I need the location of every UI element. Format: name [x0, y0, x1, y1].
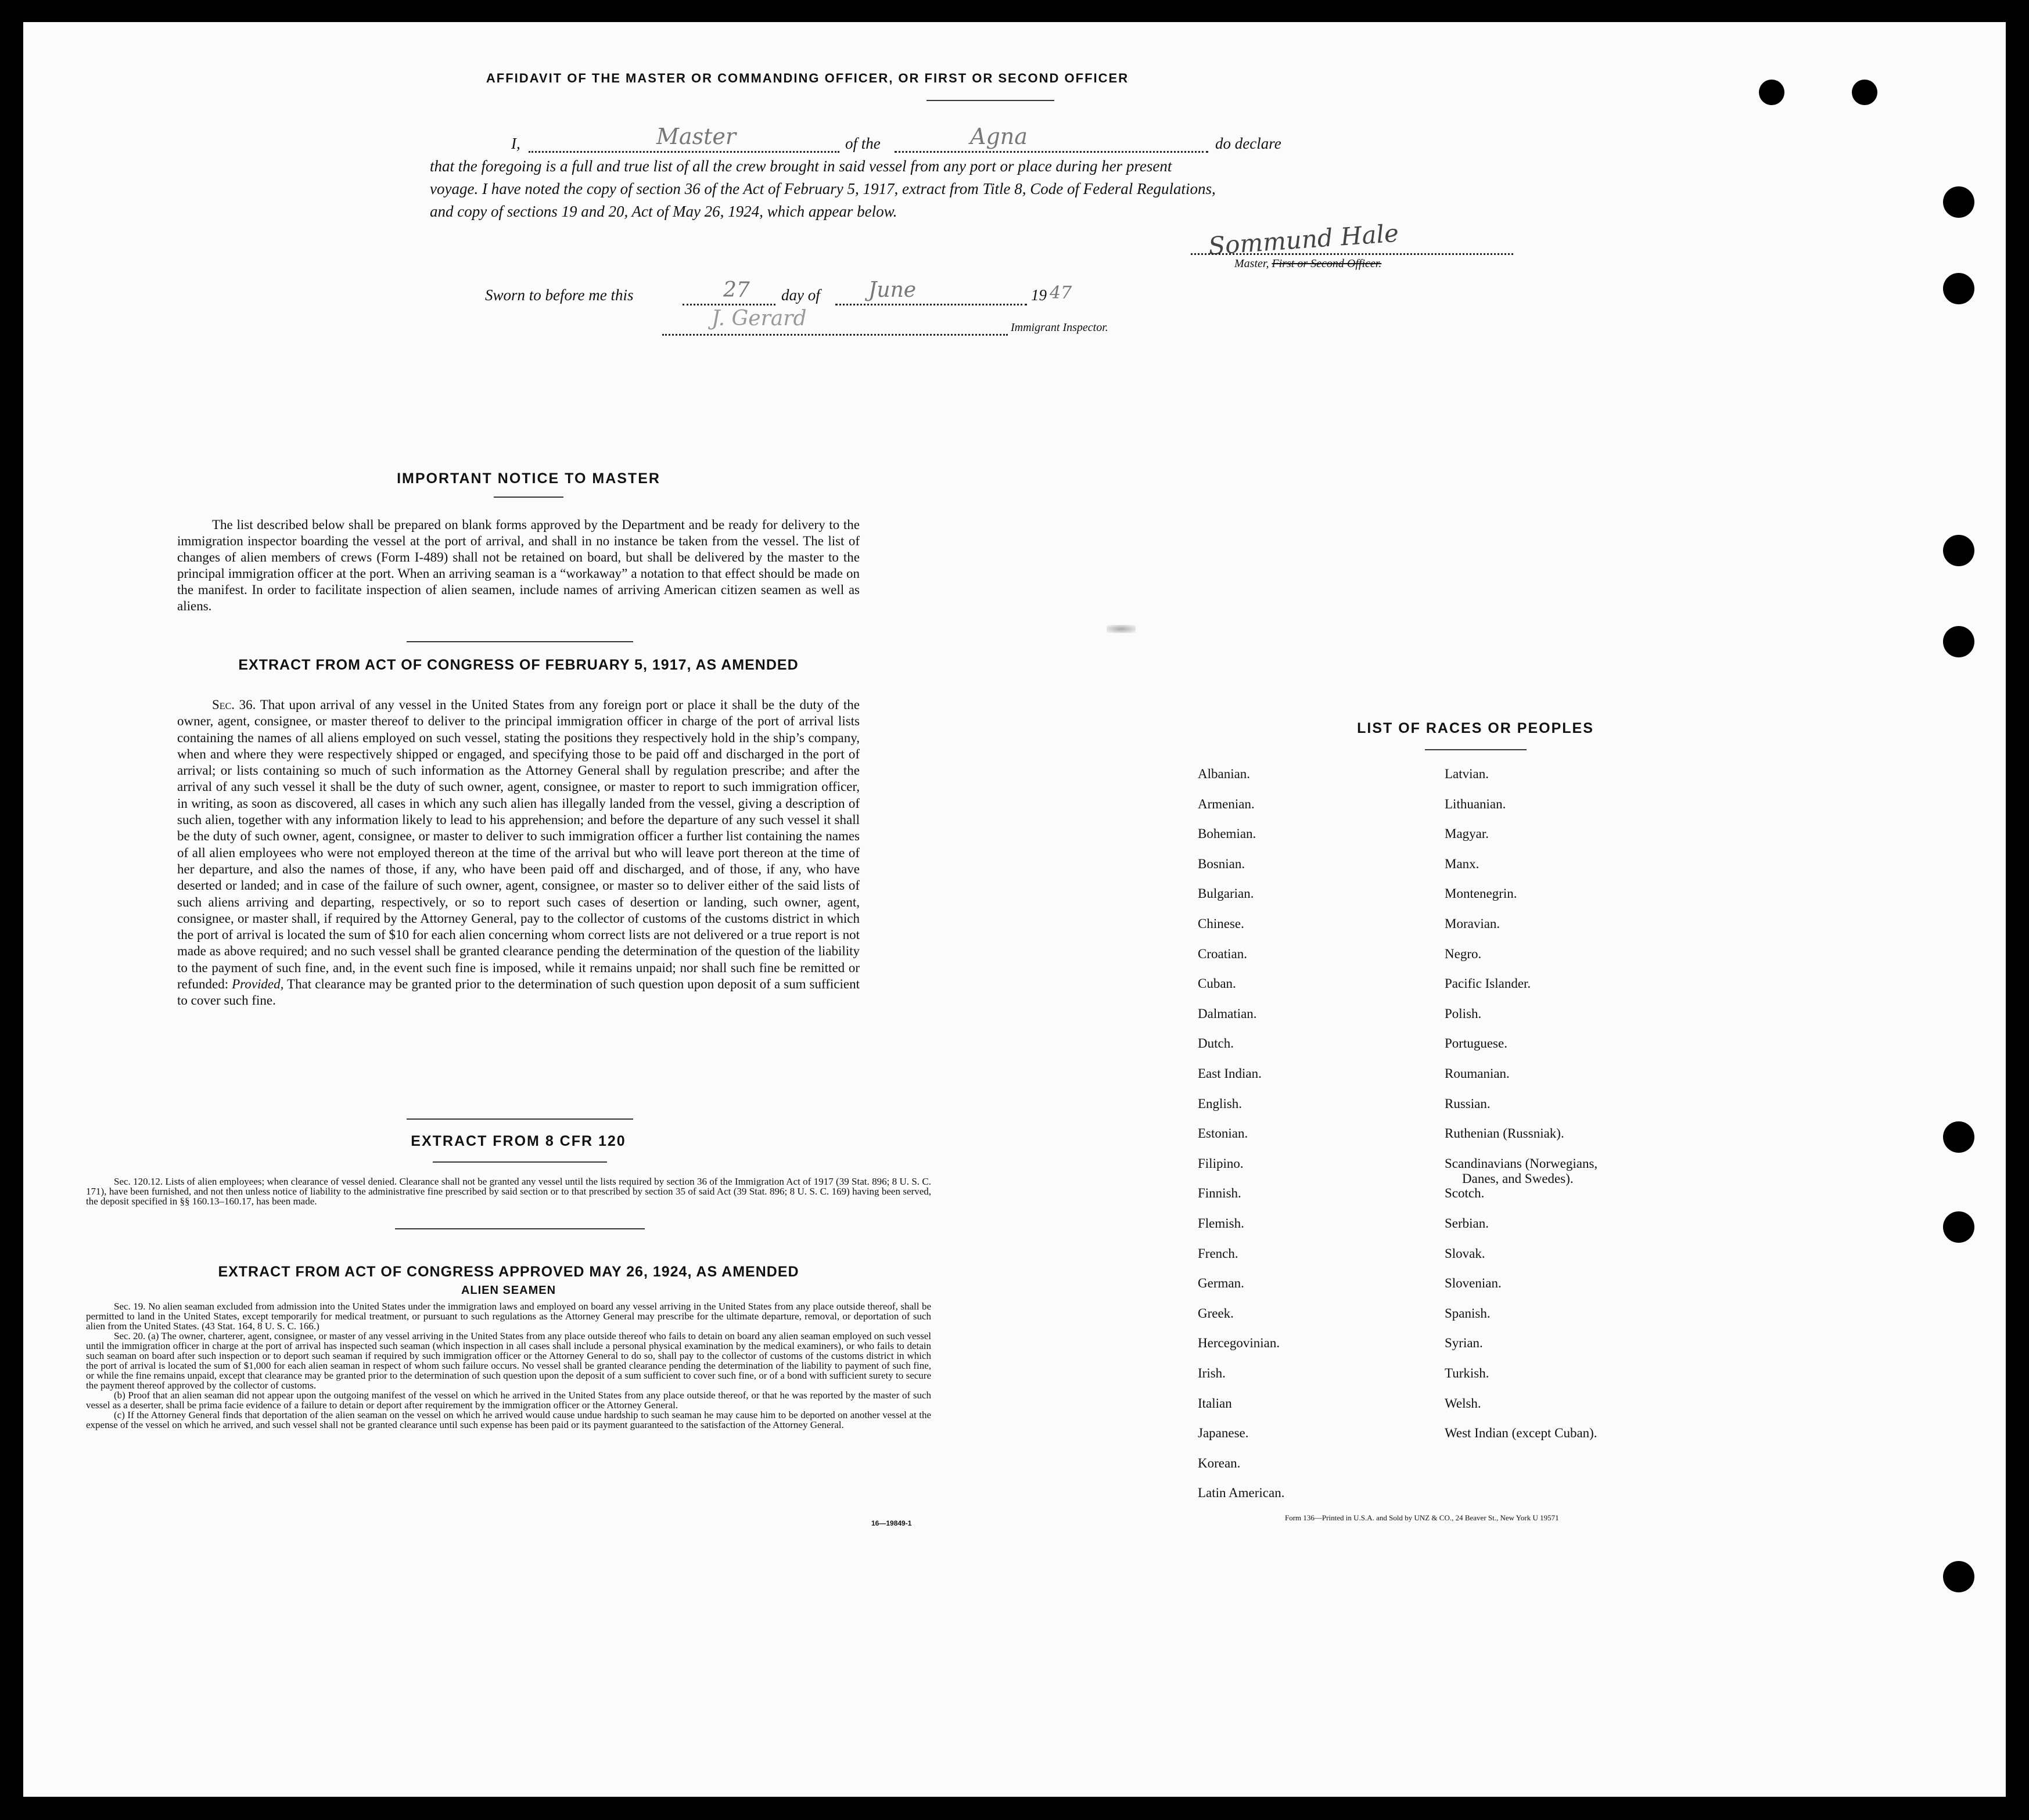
affidavit-declaration: [430, 124, 1551, 223]
sec-36-label: Sec. 36.: [212, 697, 256, 712]
affidavit-line-3: voyage. I have noted the copy of section 36 of the Act of February 5, 1917, extract from Title 8, Code of Federal Regulations,: [430, 180, 1216, 197]
punch-hole: [1943, 1121, 1974, 1153]
affidavit-title: AFFIDAVIT OF THE MASTER OR COMMANDING OFFICER, OR FIRST OR SECOND OFFICER: [486, 71, 1129, 85]
extract-1924-title: EXTRACT FROM ACT OF CONGRESS APPROVED MAY 26, 1924, AS AMENDED: [218, 1264, 799, 1280]
race-item: Flemish.: [1198, 1216, 1244, 1231]
race-item: Korean.: [1198, 1456, 1241, 1470]
punch-hole: [1943, 1561, 1974, 1592]
race-item: Croatian.: [1198, 947, 1247, 961]
notice-title: IMPORTANT NOTICE TO MASTER: [397, 470, 660, 487]
written-vessel-name: Agna: [970, 124, 1028, 149]
punch-hole: [1943, 273, 1974, 304]
race-item: Lithuanian.: [1445, 797, 1506, 811]
written-day: 27: [723, 278, 750, 302]
year-prefix: 19: [1031, 286, 1047, 304]
race-item: Danes, and Swedes).: [1462, 1171, 1574, 1186]
race-item: Cuban.: [1198, 976, 1236, 991]
proviso-label: Provided,: [232, 977, 284, 992]
smudge-mark: [1107, 625, 1136, 633]
race-item: Albanian.: [1198, 767, 1251, 781]
form-printer-note: Form 136—Printed in U.S.A. and Sold by UNZ & CO., 24 Beaver St., New York U 19571: [1285, 1513, 1559, 1522]
punch-hole: [1943, 626, 1974, 657]
race-item: Welsh.: [1445, 1396, 1481, 1411]
form-code: 16—19849-1: [871, 1519, 912, 1527]
race-item: Armenian.: [1198, 797, 1255, 811]
race-item: Portuguese.: [1445, 1036, 1507, 1051]
cfr-title: EXTRACT FROM 8 CFR 120: [411, 1133, 626, 1149]
punch-hole: [1943, 535, 1974, 566]
sec-19-text: Sec. 19. No alien seaman excluded from admission into the United States under the immigration laws and employed on board any vessel arriving in the United States from any place outside thereof, shall be permitted to land in the United States, except temporarily for medical treatment, or pursuant to such regulations as the Attorney General may prescribe for the ultimate departure, removal, or deportation of such alien from the United States. (43 Stat. 164, 8 U. S. C. 166.): [86, 1301, 931, 1332]
sworn-label: Sworn to before me this: [485, 286, 634, 304]
cfr-body: [86, 1177, 931, 1206]
notice-paragraph: The list described below shall be prepared on blank forms approved by the Department and be ready for delivery to the immigration inspector boarding the vessel at the port of arrival, and shall in no instance be taken from the vessel. The list of changes of alien members of crews (Form I-489) shall not be retained on board, but shall be delivered by the master to the principal immigration officer at the port. When an arriving seaman is a “workaway” a notation to that effect should be made on the manifest. In order to facilitate inspection of alien seamen, include names of arriving American citizen seamen as well as aliens.: [177, 517, 860, 613]
document-page: [23, 22, 2006, 1797]
inspector-caption: Immigrant Inspector.: [1011, 321, 1108, 334]
race-item: East Indian.: [1198, 1066, 1262, 1081]
punch-hole: [1943, 1211, 1974, 1243]
race-item: Syrian.: [1445, 1336, 1483, 1350]
race-item: Russian.: [1445, 1096, 1491, 1111]
race-item: Manx.: [1445, 857, 1479, 871]
race-item: Scandinavians (Norwegians,: [1445, 1156, 1598, 1171]
signature-caption-struck: First or Second Officer.: [1272, 257, 1382, 270]
race-item: Slovak.: [1445, 1246, 1485, 1261]
proviso-text: That clearance may be granted prior to the determination of such question upon deposit of a sum sufficient to cover such fine.: [177, 977, 860, 1008]
cfr-paragraph: Sec. 120.12. Lists of alien employees; when clearance of vessel denied. Clearance shall not be granted any vessel until the lists required by section 36 of the Immigration Act of 1917 (39 Stat. 896; 8 U. S. C. 171), have been furnished, and not then unless notice of liability to the administrative fine prescribed by said section or to that prescribed by section 35 of said Act (39 Stat. 896; 8 U. S. C. 169) having been served, the deposit specified in §§ 160.13–160.17, has been made.: [86, 1176, 931, 1207]
race-item: Pacific Islander.: [1445, 976, 1531, 991]
inspector-signature: J. Gerard: [712, 307, 807, 330]
race-item: English.: [1198, 1096, 1242, 1111]
race-item: Irish.: [1198, 1366, 1226, 1380]
race-item: Italian: [1198, 1396, 1232, 1411]
race-item: Magyar.: [1445, 826, 1489, 841]
race-item: Ruthenian (Russniak).: [1445, 1126, 1564, 1141]
race-item: Japanese.: [1198, 1426, 1249, 1440]
extract-1924-body: [86, 1301, 931, 1430]
race-item: Dutch.: [1198, 1036, 1234, 1051]
signature-caption: [1234, 257, 1381, 271]
punch-hole: [1943, 186, 1974, 218]
race-item: Montenegrin.: [1445, 886, 1517, 901]
affidavit-do-declare: do declare: [1215, 135, 1281, 152]
races-title: LIST OF RACES OR PEOPLES: [1357, 720, 1594, 736]
race-item: Serbian.: [1445, 1216, 1489, 1231]
race-item: Chinese.: [1198, 916, 1244, 931]
race-item: Slovenian.: [1445, 1276, 1502, 1290]
race-item: Greek.: [1198, 1306, 1234, 1321]
race-item: Negro.: [1445, 947, 1482, 961]
race-item: West Indian (except Cuban).: [1445, 1426, 1597, 1440]
sec-20c-text: (c) If the Attorney General finds that deportation of the alien seaman on the vessel on which he arrived would cause undue hardship to such seaman he may cause him to be deported on another vessel at the expense of the vessel on which he arrived, and such vessel shall not be granted clearance until such expense has been paid or its payment guaranteed to the satisfaction of the Attorney General.: [86, 1409, 931, 1430]
punch-hole: [1759, 80, 1784, 105]
race-item: Filipino.: [1198, 1156, 1244, 1171]
race-item: French.: [1198, 1246, 1238, 1261]
sworn-line: [485, 278, 1240, 312]
race-item: Latin American.: [1198, 1486, 1285, 1500]
race-item: Moravian.: [1445, 916, 1500, 931]
day-of-label: day of: [781, 286, 820, 304]
race-item: Polish.: [1445, 1006, 1482, 1021]
race-item: Roumanian.: [1445, 1066, 1510, 1081]
written-year: 47: [1050, 283, 1072, 303]
master-signature: Sommund Hale: [1207, 218, 1400, 261]
extract-1917-body: [177, 697, 860, 1009]
written-name: Master: [656, 124, 736, 149]
affidavit-line-2: that the foregoing is a full and true list of all the crew brought in said vessel from any port or place during her present: [430, 157, 1172, 175]
notice-body: [177, 517, 860, 614]
race-item: Bohemian.: [1198, 826, 1256, 841]
sec-20b-text: (b) Proof that an alien seaman did not appear upon the outgoing manifest of the vessel on which he arrived in the United States from any place outside thereof, or that he was reported by the master of such vessel as a deserter, shall be prima facie evidence of a failure to detain or deport after requirement by the immigration officer or the Attorney General.: [86, 1390, 931, 1411]
punch-hole: [1852, 80, 1877, 105]
affidavit-of-the-label: of the: [845, 135, 881, 152]
race-item: Bulgarian.: [1198, 886, 1254, 901]
race-item: Spanish.: [1445, 1306, 1491, 1321]
extract-1917-title: EXTRACT FROM ACT OF CONGRESS OF FEBRUARY 5, 1917, AS AMENDED: [238, 657, 799, 673]
race-item: Dalmatian.: [1198, 1006, 1257, 1021]
affidavit-line-4: and copy of sections 19 and 20, Act of May 26, 1924, which appear below.: [430, 203, 897, 220]
race-item: Estonian.: [1198, 1126, 1248, 1141]
signature-caption-master: Master,: [1234, 257, 1269, 270]
written-month: June: [868, 278, 917, 302]
race-item: Hercegovinian.: [1198, 1336, 1280, 1350]
affidavit-i-label: I,: [511, 135, 520, 152]
sec-20a-text: Sec. 20. (a) The owner, charterer, agent, consignee, or master of any vessel arriving in the United States from any place outside thereof who fails to detain on board any alien seaman employed on such vessel until the immigration officer in charge at the port of arrival has inspected such seaman (which inspection in all cases shall include a personal physical examination by the medical examiners), or who fails to detain such seaman on board after such inspection or to deport such seaman if required by such immigration officer or the Attorney General to do so, shall pay to the collector of customs of the customs district in which the port of arrival is located the sum of $1,000 for each alien seaman in respect of whom such failure occurs. No vessel shall be granted clearance pending the determination of the liability to payment of such fine, or while the fine remains unpaid, except that clearance may be granted prior to the determination of such question upon the deposit of a sum sufficient to cover such fine, or of a bond with sufficient surety to secure the payment thereof approved by the collector of customs.: [86, 1330, 931, 1391]
extract-1924-subtitle: ALIEN SEAMEN: [461, 1284, 556, 1297]
race-item: German.: [1198, 1276, 1244, 1290]
race-item: Finnish.: [1198, 1186, 1241, 1200]
race-item: Turkish.: [1445, 1366, 1489, 1380]
sec-36-text: That upon arrival of any vessel in the United States from any foreign port or place it shall be the duty of the owner, agent, consignee, or master thereof to deliver to the principal immigration officer in charge of the port of arrival lists containing the names of all aliens employed on such vessel, stating the positions they respectively hold in the ship’s company, when and where they were respectively shipped or engaged, and specifying those to be paid off and discharged in the port of arrival; or lists containing so much of such information as the Attorney General shall by regulation prescribe; and after the arrival of any such vessel it shall be the duty of such owner, agent, consignee, or master to report to such immigration officer, in writing, as soon as discovered, all cases in which any such alien has illegally landed from the vessel, giving a description of such alien, together with any information likely to lead to his apprehension; and before the departure of any such vessel it shall be the duty of such owner, agent, consignee, or master to deliver to such immigration officer a further list containing the names of all alien employees who were not employed thereon at the time of the arrival but who will leave port thereon at the time of her departure, and also the names of those, if any, who have been paid off and discharged, and of those, if any, who have deserted or landed; and in case of the failure of such owner, agent, consignee, or master so to deliver either of the said lists of such aliens arriving and departing, respectively, or so to report such cases of desertion or landing, such owner, agent, consignee, or master shall, if required by the Attorney General, pay to the collector of customs of the customs district in which the port of arrival is located the sum of $10 for each alien concerning whom correct lists are not delivered or a true report is not made as above required; and no such vessel shall be granted clearance pending the determination of the question of the liability to the payment of such fine, and, in the event such fine is imposed, while it remains unpaid; nor shall such fine be remitted or refunded:: [177, 697, 860, 992]
race-item: Bosnian.: [1198, 857, 1245, 871]
race-item: Latvian.: [1445, 767, 1489, 781]
race-item: Scotch.: [1445, 1186, 1485, 1200]
